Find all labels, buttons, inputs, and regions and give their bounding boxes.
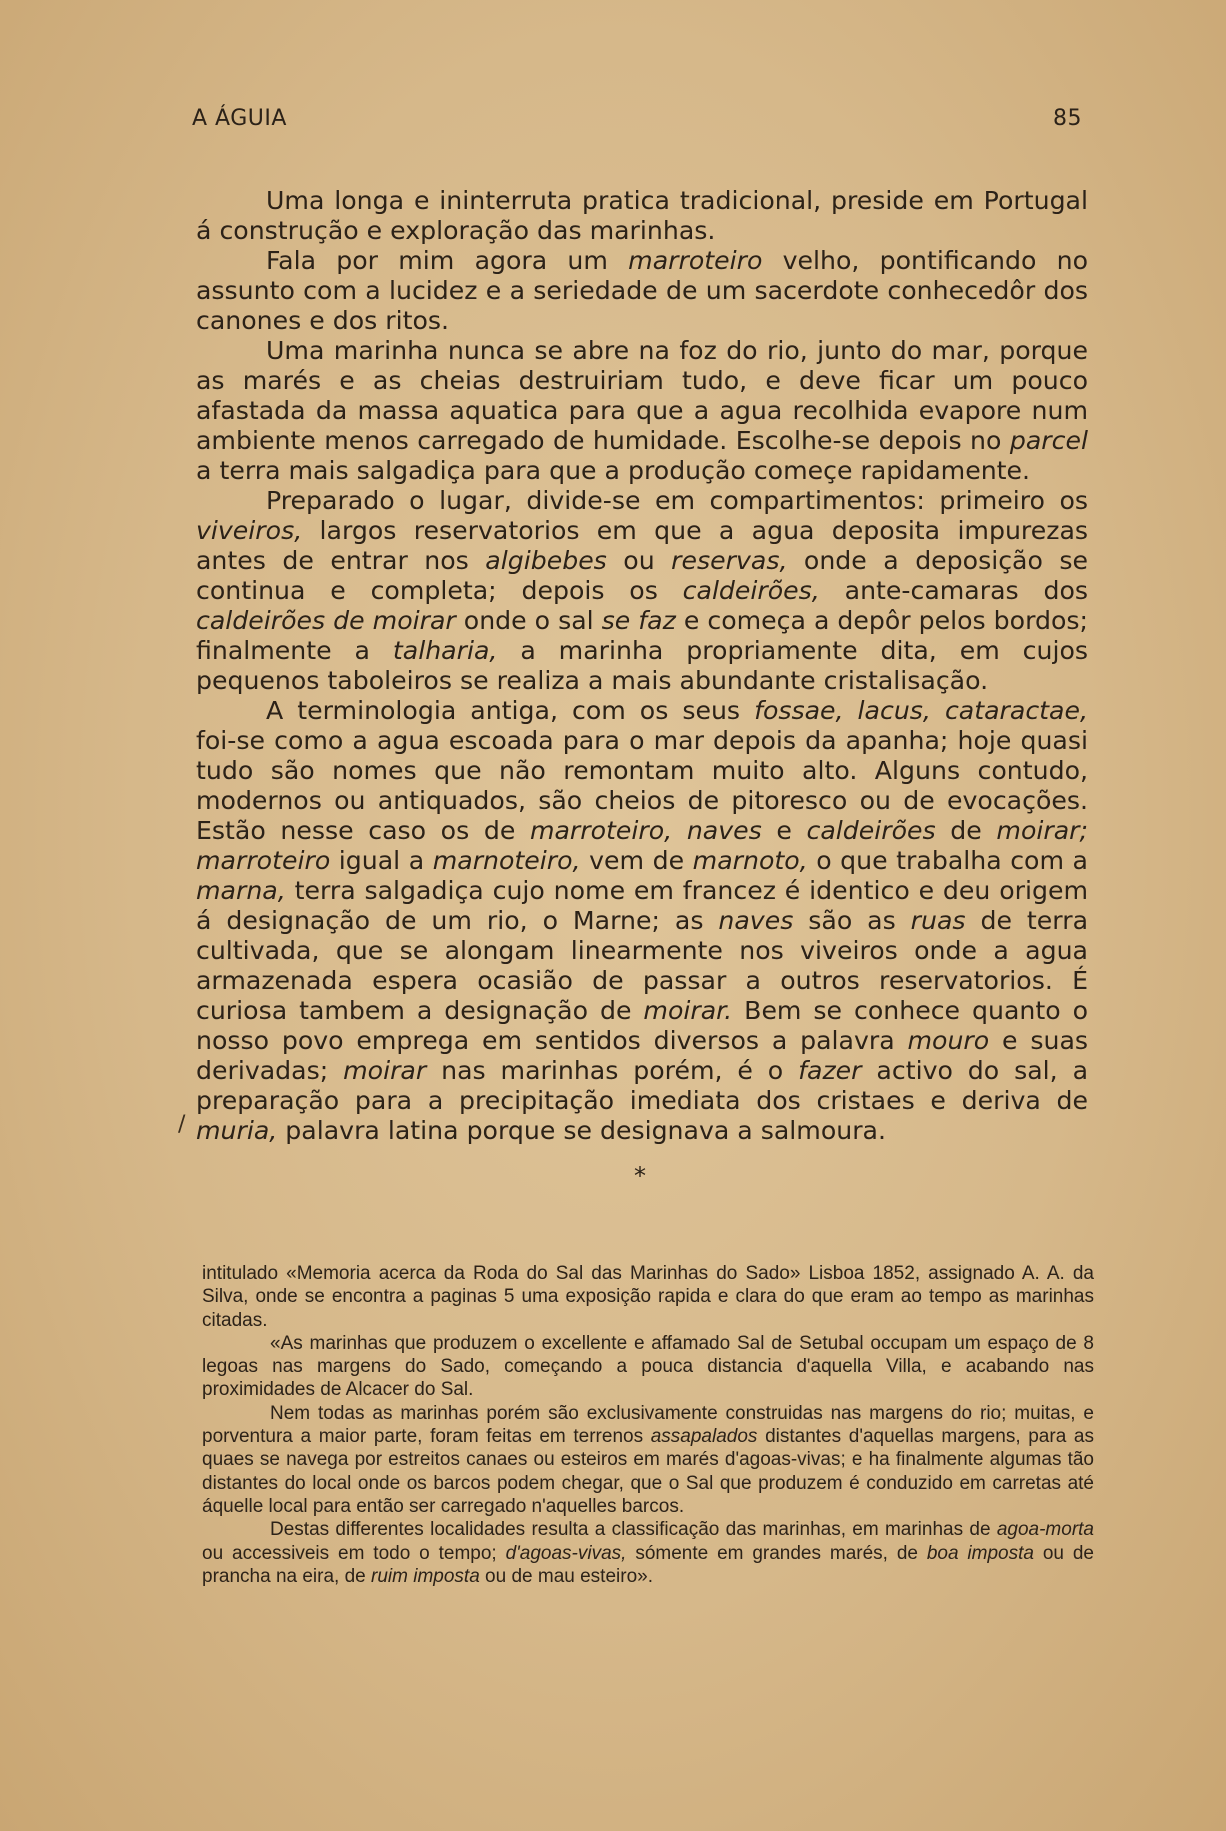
paragraph-2: Fala por mim agora um marroteiro velho, pontificando no assunto com a lucidez e a seriedade de um sacerdote conhecedôr dos canones e dos ritos. xyxy=(196,246,1088,335)
page-header xyxy=(192,106,1082,136)
running-head: A ÁGUIA xyxy=(192,106,287,131)
paragraph-1: Uma longa e ininterruta pratica tradicional, preside em Portugal á construção e exploração das marinhas. xyxy=(196,186,1088,245)
footnote-1: intitulado «Memoria acerca da Roda do Sal das Marinhas do Sado» Lisboa 1852, assignado A. A. da Silva, onde se encontra a paginas 5 uma exposição rapida e clara do que eram ao tempo as marinhas citadas. xyxy=(202,1263,1094,1331)
section-separator: * xyxy=(634,1162,646,1190)
footnotes xyxy=(202,1262,1094,1588)
page-number: 85 xyxy=(1053,106,1082,131)
paragraph-4: Preparado o lugar, divide-se em compartimentos: primeiro os viveiros, largos reservatorios em que a agua deposita impurezas antes de entrar nos algibebes ou reservas, onde a deposição se continua e completa; depois os caldeirões, ante-camaras dos caldeirões de moirar onde o sal se faz e começa a depôr pelos bordos; finalmente a talharia, a marinha propriamente dita, em cujos pequenos taboleiros se realiza a mais abundante cristalisação. xyxy=(196,486,1088,695)
footnote-4: Destas differentes localidades resulta a classificação das marinhas, em marinhas de agoa-morta ou accessiveis em todo o tempo; d'agoas-vivas, sómente em grandes marés, de boa imposta ou de prancha na eira, de ruim imposta ou de mau esteiro». xyxy=(202,1519,1094,1587)
footnote-3: Nem todas as marinhas porém são exclusivamente construidas nas margens do rio; muitas, e porventura a maior parte, foram feitas em terrenos assapalados distantes d'aquellas margens, para as quaes se navega por estreitos canaes ou esteiros em marés d'agoas-vivas; e ha finalmente algumas tão distantes do local onde os barcos podem chegar, que o Sal que produzem é conduzido em carretas até áquelle local para então ser carregado n'aquelles barcos. xyxy=(202,1402,1094,1517)
paragraph-3: Uma marinha nunca se abre na foz do rio, junto do mar, porque as marés e as cheias destruiriam tudo, e deve ficar um pouco afastada da massa aquatica para que a agua recolhida evapore num ambiente menos carregado de humidade. Escolhe-se depois no parcel a terra mais salgadiça para que a produção começe rapidamente. xyxy=(196,336,1088,485)
paragraph-5: A terminologia antiga, com os seus fossae, lacus, cataractae, foi-se como a agua escoada para o mar depois da apanha; hoje quasi tudo são nomes que não remontam muito alto. Alguns contudo, modernos ou antiquados, são cheios de pitoresco ou de evocações. Estão nesse caso os de marroteiro, naves e caldeirões de moirar; marroteiro igual a marnoteiro, vem de marnoto, o que trabalha com a marna, terra salgadiça cujo nome em francez é identico e deu origem á designação de um rio, o Marne; as naves são as ruas de terra cultivada, que se alongam linearmente nos viveiros onde a agua armazenada espera ocasião de passar a outros reservatorios. É curiosa tambem a designação de moirar. Bem se conhece quanto o nosso povo emprega em sentidos diversos a palavra mouro e suas derivadas; moirar nas marinhas porém, é o fazer activo do sal, a preparação para a precipitação imediata dos cristaes e deriva de muria, palavra latina porque se designava a salmoura. xyxy=(196,696,1089,1145)
margin-mark: / xyxy=(178,1112,186,1137)
main-text xyxy=(196,186,1088,1146)
footnote-2: «As marinhas que produzem o excellente e affamado Sal de Setubal occupam um espaço de 8 legoas nas margens do Sado, começando a pouca distancia d'aquella Villa, e acabando nas proximidades de Alcacer do Sal. xyxy=(202,1332,1094,1401)
